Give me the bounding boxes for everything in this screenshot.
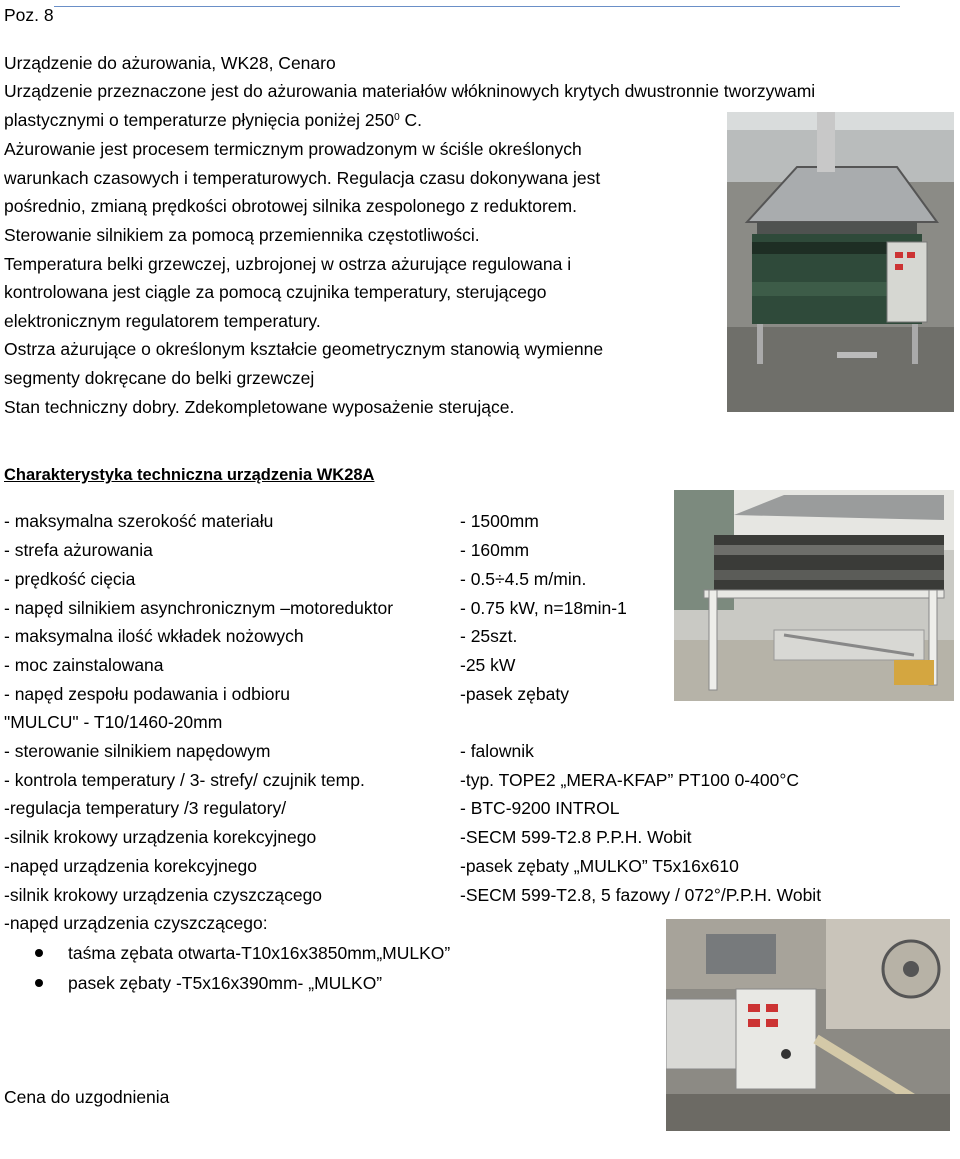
- spec-value: - 0.75 kW, n=18min-1: [460, 598, 627, 618]
- spec-value: -pasek zębaty „MULKO” T5x16x610: [460, 856, 739, 876]
- spec-label: -regulacja temperatury /3 regulatory/: [4, 798, 287, 818]
- bullet-dot: [35, 979, 43, 987]
- description-line: Sterowanie silnikiem za pomocą przemiennika częstotliwości.: [4, 225, 480, 245]
- control-box-photo: [666, 919, 950, 1131]
- spec-value: - 160mm: [460, 540, 530, 560]
- description-line: plastycznymi o temperaturze płynięcia poniżej $250^0$ C.: [4, 110, 422, 130]
- document-title: Urządzenie do ażurowania, WK28, Cenaro: [4, 53, 336, 73]
- spec-label: -napęd urządzenia czyszczącego:: [4, 913, 268, 933]
- description-line: segmenty dokręcane do belki grzewczej: [4, 368, 315, 388]
- machine-photo-2: [674, 490, 954, 701]
- description-line: elektronicznym regulatorem temperatury.: [4, 311, 321, 331]
- description-line: Ażurowanie jest procesem termicznym prowadzonym w ściśle określonych: [4, 139, 582, 159]
- machine-photo-1: [727, 112, 954, 412]
- description-line: warunkach czasowych i temperaturowych. Regulacja czasu dokonywana jest: [4, 168, 601, 188]
- description-line: Stan techniczny dobry. Zdekompletowane wyposażenie sterujące.: [4, 397, 515, 417]
- position-label: Poz. 8: [4, 5, 54, 25]
- spec-label: - napęd silnikiem asynchronicznym –motoreduktor: [4, 598, 394, 618]
- bullet-dot: [35, 949, 43, 957]
- spec-label: - maksymalna szerokość materiału: [4, 511, 274, 531]
- spec-label: -silnik krokowy urządzenia czyszczącego: [4, 885, 323, 905]
- spec-value: - BTC-9200 INTROL: [460, 798, 620, 818]
- description-line: pośrednio, zmianą prędkości obrotowej silnika zespolonego z reduktorem.: [4, 196, 577, 216]
- spec-value: -25 kW: [460, 655, 516, 675]
- spec-value: - falownik: [460, 741, 534, 761]
- spec-value: - 1500mm: [460, 511, 539, 531]
- spec-label: - strefa ażurowania: [4, 540, 153, 560]
- bullet-item: taśma zębata otwarta-T10x16x3850mm„MULKO”: [68, 943, 451, 963]
- description-line: kontrolowana jest ciągle za pomocą czujnika temperatury, sterującego: [4, 282, 547, 302]
- spec-label: -silnik krokowy urządzenia korekcyjnego: [4, 827, 317, 847]
- header-rule: [54, 6, 900, 7]
- spec-label: - kontrola temperatury / 3- strefy/ czujnik temp.: [4, 770, 365, 790]
- spec-label: - prędkość cięcia: [4, 569, 136, 589]
- spec-value: - 25szt.: [460, 626, 518, 646]
- spec-value: -pasek zębaty: [460, 684, 569, 704]
- price-note: Cena do uzgodnienia: [4, 1087, 170, 1107]
- spec-value: - 0.5÷4.5 m/min.: [460, 569, 587, 589]
- spec-label: "MULCU" - T10/1460-20mm: [4, 712, 223, 732]
- spec-value: -SECM 599-T2.8, 5 fazowy / 072°/P.P.H. Wobit: [460, 885, 822, 905]
- spec-label: - sterowanie silnikiem napędowym: [4, 741, 271, 761]
- description-line: Temperatura belki grzewczej, uzbrojonej w ostrza ażurujące regulowana i: [4, 254, 572, 274]
- spec-label: - maksymalna ilość wkładek nożowych: [4, 626, 304, 646]
- degree-superscript: 0: [394, 112, 400, 123]
- spec-value: -SECM 599-T2.8 P.P.H. Wobit: [460, 827, 692, 847]
- specs-heading: Charakterystyka techniczna urządzenia WK28A: [4, 466, 375, 484]
- spec-value: -typ. TOPE2 „MERA-KFAP” PT100 0-400°C: [460, 770, 799, 790]
- spec-label: -napęd urządzenia korekcyjnego: [4, 856, 257, 876]
- spec-label: - moc zainstalowana: [4, 655, 164, 675]
- description-line: Ostrza ażurujące o określonym kształcie geometrycznym stanowią wymienne: [4, 339, 604, 359]
- spec-label: - napęd zespołu podawania i odbioru: [4, 684, 291, 704]
- bullet-item: pasek zębaty -T5x16x390mm- „MULKO”: [68, 973, 383, 993]
- description-line: Urządzenie przeznaczone jest do ażurowania materiałów włókninowych krytych dwustronnie tworzywami: [4, 81, 816, 101]
